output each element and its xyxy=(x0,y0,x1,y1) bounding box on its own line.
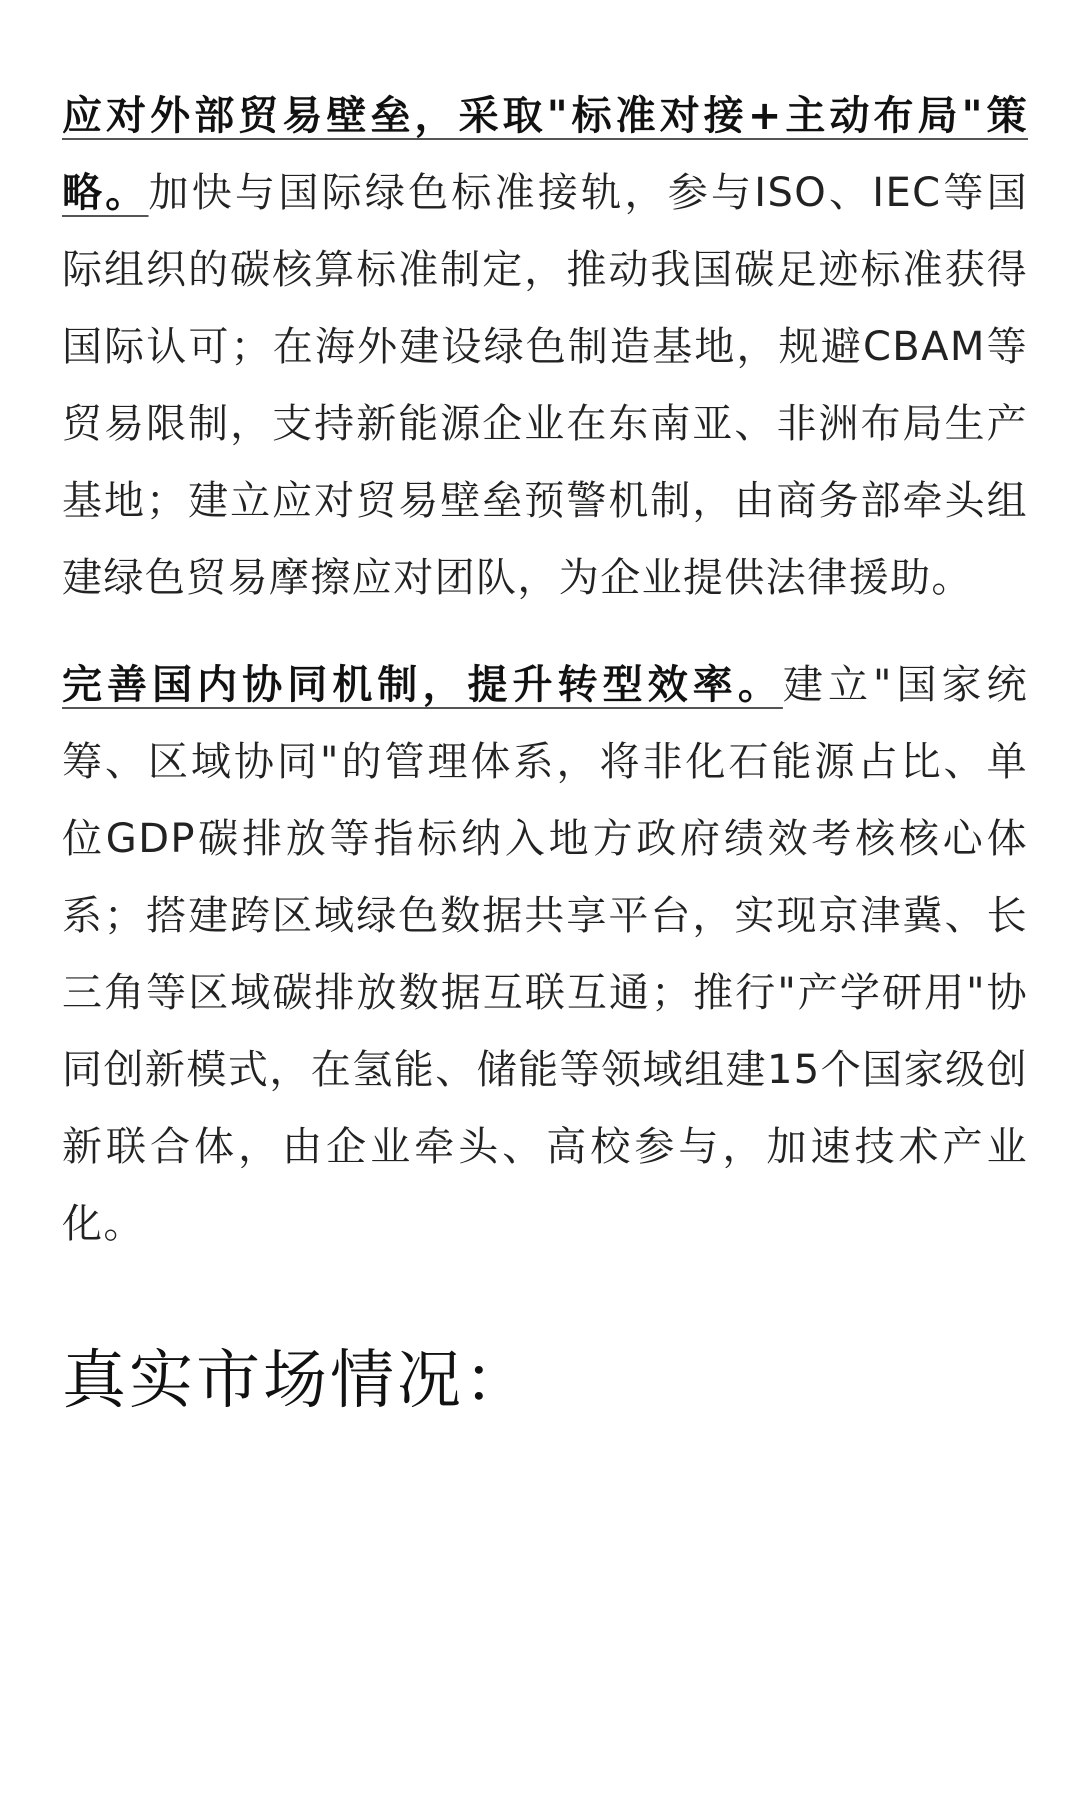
paragraph-lead: 应对外部贸易壁垒，采取"标准对接+主动布局"策略。 xyxy=(62,93,1028,216)
paragraph-body: 加快与国际绿色标准接轨，参与ISO、IEC等国际组织的碳核算标准制定，推动我国碳足迹标准获得国际认可；在海外建设绿色制造基地，规避CBAM等贸易限制，支持新能源企业在东南亚、非洲布局生产基地；建立应对贸易壁垒预警机制，由商务部牵头组建绿色贸易摩擦应对团队，为企业提供法律援助。 xyxy=(62,170,1028,601)
paragraph-lead: 完善国内协同机制，提升转型效率。 xyxy=(62,662,783,708)
article xyxy=(62,78,1028,1421)
paragraph-body: 建立"国家统筹、区域协同"的管理体系，将非化石能源占比、单位GDP碳排放等指标纳入地方政府绩效考核核心体系；搭建跨区域绿色数据共享平台，实现京津冀、长三角等区域碳排放数据互联互通；推行"产学研用"协同创新模式，在氢能、储能等领域组建15个国家级创新联合体，由企业牵头、高校参与，加速技术产业化。 xyxy=(62,662,1028,1247)
paragraph-trade-barriers xyxy=(62,78,1028,617)
paragraph-domestic-coordination xyxy=(62,647,1028,1263)
section-heading: 真实市场情况： xyxy=(62,1344,531,1418)
